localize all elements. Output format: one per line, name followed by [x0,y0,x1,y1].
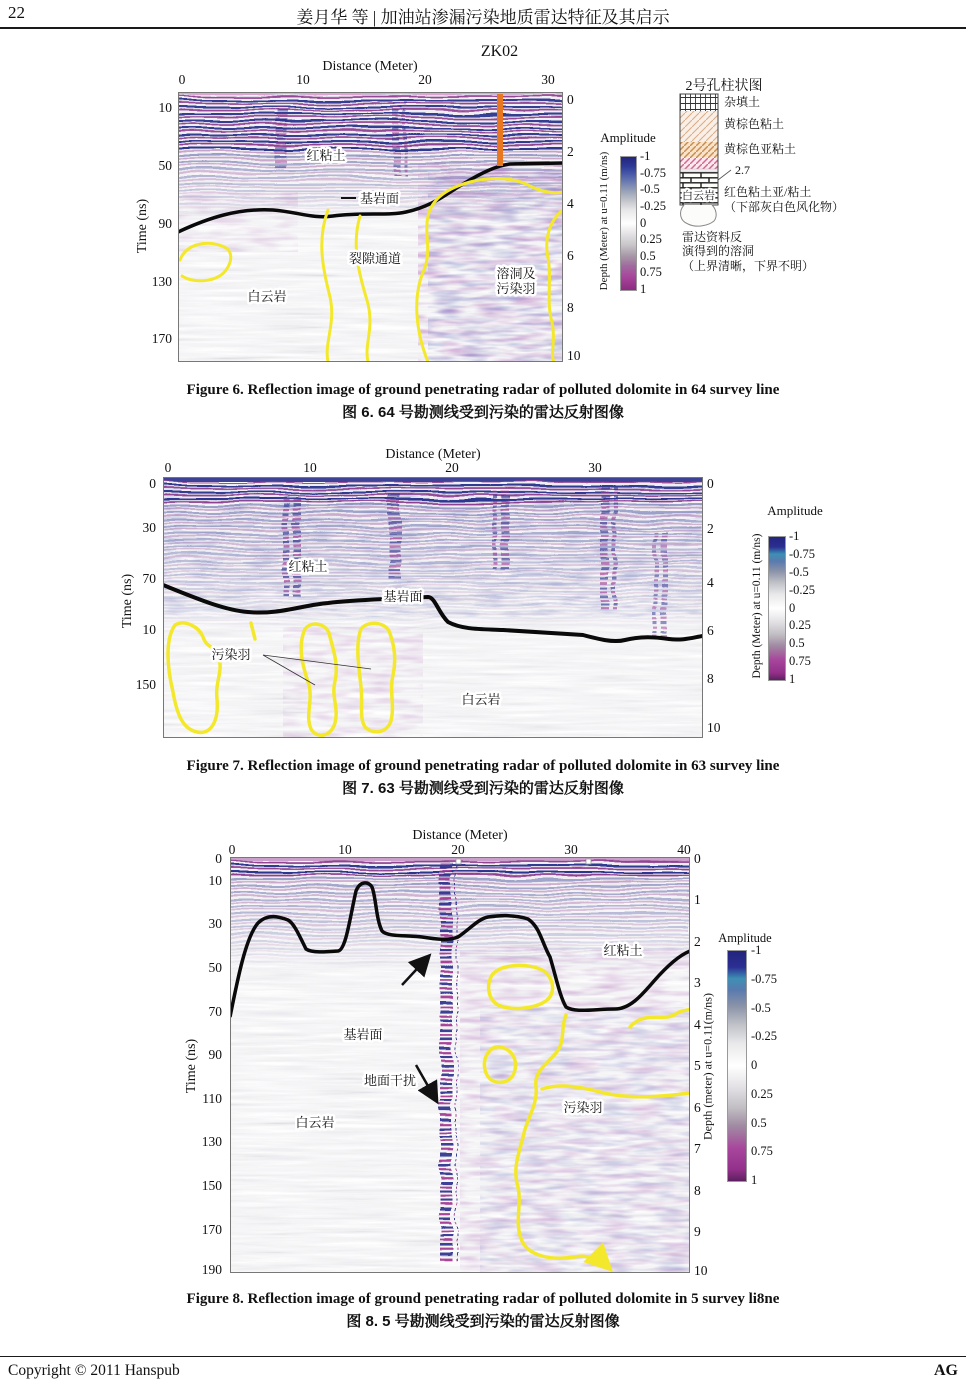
fig7-x-tick: 30 [588,460,602,475]
fig7-xaxis-label: Distance (Meter) [385,447,481,462]
colorbar-tick: 0.75 [789,654,811,669]
fig7-time-tick: 150 [135,677,156,692]
fig8-x-tick: 30 [564,842,578,857]
fig8-xaxis-label: Distance (Meter) [412,828,508,843]
fig7-label-plume: 污染羽 [211,647,251,662]
fig8-x-tick: 20 [451,842,465,857]
column-layer-fill [680,94,718,111]
fig8-depth-tick: 1 [694,892,701,907]
fig6-depth-tick: 10 [567,348,581,363]
column-layer-clay [680,111,718,142]
colorbar-tick: 0.5 [640,248,656,263]
reflection-band-strong [178,94,563,150]
colorbar-tick: -0.5 [640,182,660,197]
fig7-colorbar-axis-label: Depth (Meter) at u=0.11 (m/ns) [751,533,763,679]
fig7-colorbar [768,536,786,681]
colorbar-tick: 0.5 [789,636,805,651]
header-title: 姜月华 等 | 加油站渗漏污染地质雷达特征及其启示 [296,8,670,27]
fig6-borehole-label: ZK02 [480,43,519,60]
fig7-radar-image [163,477,703,738]
fig6-time-tick: 50 [158,158,172,173]
colorbar-tick: 0.25 [751,1086,773,1101]
colorbar-tick: 0.75 [640,265,662,280]
fig8-label-plume: 污染羽 [563,1100,603,1115]
column-depth-mark: 2.7 [735,163,750,177]
fig8-time-tick: 50 [208,960,222,975]
fig6-caption-en: Figure 6. Reflection image of ground penetrating radar of polluted dolomite in 64 survey line [186,382,780,398]
fig8-time-tick: 190 [201,1262,222,1277]
column-layer-pink [680,157,718,169]
fig7-time-tick: 10 [142,622,156,637]
colorbar-tick: 0 [751,1058,758,1072]
fig8-x-tick: 40 [677,842,691,857]
fig8-colorbar [727,950,747,1182]
column-layer-subclay [680,142,718,157]
page-number: 22 [8,3,25,22]
fig8-caption-en: Figure 8. Reflection image of ground penetrating radar of polluted dolomite in 5 survey li8ne [186,1291,780,1307]
colorbar-tick: 1 [640,282,647,296]
fig7-x-tick: 20 [445,460,459,475]
colorbar-tick: -0.5 [751,1000,771,1015]
fig6-time-tick: 10 [158,100,172,115]
fig7-label-dolomite: 白云岩 [461,692,501,707]
fig7-caption-en: Figure 7. Reflection image of ground penetrating radar of polluted dolomite in 63 survey line [186,758,780,774]
fig7-depth-tick: 2 [707,521,714,536]
fig7-time-tick: 70 [142,571,156,586]
fig6-time-tick: 130 [151,274,172,289]
fig8-time-tick: 110 [202,1091,222,1106]
fig8-colorbar-title: Amplitude [718,931,772,945]
fig8-yaxis-label: Time (ns) [184,1038,199,1094]
fig8-radar-image [230,857,690,1273]
fig8-time-tick: 170 [201,1222,222,1237]
fig8-caption-zh: 图 8. 5 号勘测线受到污染的雷达反射图像 [346,1313,620,1330]
colorbar-tick: 0.25 [789,618,811,633]
fig6-colorbar [620,156,637,291]
fig6-x-tick: 10 [296,72,310,87]
fig6-label-fissure: 裂隙通道 [348,251,402,266]
fig6-time-tick: 90 [158,216,172,231]
header-rule [0,27,966,29]
column-label-redclay-2: （下部灰白色风化物） [724,200,845,214]
fig8-label-dolomite: 白云岩 [295,1115,335,1130]
cave-blob-outline [681,205,717,226]
fig6-depth-tick: 6 [567,248,574,263]
fig8-x-tick: 0 [228,842,236,857]
footer-journal-abbrev: AG [934,1362,958,1379]
depth-mark-leader [718,170,731,180]
column-rock-label: 白云岩 [682,190,715,202]
colorbar-tick: 0.5 [751,1115,767,1130]
survey-marker [586,859,591,864]
colorbar-tick: 0 [789,600,796,615]
fig7-time-tick: 0 [149,476,156,491]
colorbar-tick: -0.75 [751,971,778,986]
fig8-depth-tick: 7 [694,1141,701,1156]
fig8-label-red-clay: 红粘土 [603,943,643,958]
vertical-streak [273,107,287,169]
colorbar-tick: 0 [640,215,647,230]
fig6-label-cave-2: 污染羽 [496,281,536,296]
speckle-plume [283,627,423,738]
fig7-time-tick: 30 [142,520,156,535]
fig8-depth-tick: 2 [694,934,701,949]
fig8-label-interference: 地面干扰 [363,1073,417,1088]
fig6-caption-zh: 图 6. 64 号勘测线受到污染的雷达反射图像 [342,404,624,421]
colorbar-tick: 1 [789,672,796,686]
column-label-fill: 杂填土 [724,95,761,109]
column-note-2: 演得到的溶洞 [682,244,755,258]
fig6-label-red-clay: 红粘土 [306,148,346,163]
fig8-depth-tick: 9 [694,1224,701,1239]
fig6-label-cave-1: 溶洞及 [496,266,536,281]
vertical-streak [393,102,407,174]
fig6-column-title: 2号孔柱状图 [685,79,763,94]
fig8-colorbar-ticks [751,943,795,1187]
footer-copyright: Copyright © 2011 Hanspub [8,1362,180,1379]
colorbar-tick: -0.25 [751,1029,778,1044]
colorbar-tick: -0.25 [640,198,667,213]
fig7-colorbar-title: Amplitude [767,503,823,518]
colorbar-tick: -0.75 [789,546,816,561]
fig6-label-bedrock: 基岩面 [360,191,400,206]
fig6-colorbar-axis-label: Depth (Meter) at u=0.11 (m/ns) [598,151,610,291]
column-label-redclay-1: 红色粘土亚/粘土 [724,185,812,199]
fig7-label-red-clay: 红粘土 [288,559,328,574]
colorbar-tick: -1 [751,943,762,957]
fig8-depth-tick: 3 [694,975,701,990]
fig8-time-tick: 0 [215,851,222,866]
fig8-time-tick: 150 [201,1178,222,1193]
fig8-depth-tick: 6 [694,1100,701,1115]
fig8-depth-tick: 5 [694,1058,701,1073]
fig8-depth-tick: 8 [694,1183,701,1198]
fig6-colorbar-title: Amplitude [600,130,656,145]
fig8-depth-tick: 10 [694,1263,708,1278]
fig7-depth-tick: 10 [707,720,721,735]
column-label-clay: 黄棕色粘土 [724,117,785,131]
fig7-yaxis-label: Time (ns) [120,573,135,629]
fig6-x-tick: 0 [178,72,186,87]
colorbar-tick: -0.75 [640,165,667,180]
fig7-depth-tick: 0 [707,476,714,491]
fig6-depth-tick: 4 [567,196,574,211]
fig8-depth-tick: 0 [694,851,701,866]
fig8-depth-tick: 4 [694,1017,701,1032]
fig6-yaxis-label: Time (ns) [135,198,150,254]
colorbar-tick: 0.25 [640,232,662,247]
fig7-colorbar-ticks [789,529,833,686]
fig8-time-tick: 70 [208,1004,222,1019]
fig6-xaxis-label: Distance (Meter) [322,59,418,74]
fig6-borehole-column [678,92,964,274]
fig7-x-tick: 0 [164,460,172,475]
pollution-speckle-navy [480,1007,690,1273]
fig7-x-tick: 10 [303,460,317,475]
fig7-label-bedrock: 基岩面 [383,589,423,604]
fig7-caption-zh: 图 7. 63 号勘测线受到污染的雷达反射图像 [342,780,624,797]
survey-marker [456,859,461,864]
footer-rule [0,1356,966,1357]
colorbar-tick: 0.75 [751,1144,773,1159]
fig8-time-tick: 10 [208,873,222,888]
colorbar-tick: -0.5 [789,564,809,579]
interference-streak-column [437,863,457,1261]
fig8-x-tick: 10 [338,842,352,857]
fig6-colorbar-ticks [640,149,682,296]
fig7-depth-tick: 4 [707,575,714,590]
fig6-label-dolomite: 白云岩 [247,289,287,304]
speckle-left [178,192,298,252]
colorbar-tick: -0.25 [789,582,816,597]
column-note-1: 雷达资料反 [682,230,743,244]
column-label-subclay: 黄棕色亚粘土 [724,142,797,156]
colorbar-tick: -1 [789,529,800,543]
fig7-depth-tick: 6 [707,623,714,638]
fig8-time-tick: 90 [208,1047,222,1062]
fig6-time-tick: 170 [151,331,172,346]
fig7-depth-tick: 8 [707,671,714,686]
fig6-depth-tick: 8 [567,300,574,315]
fig6-depth-tick: 2 [567,144,574,159]
fig6-x-tick: 20 [418,72,432,87]
borehole-marker-bar [497,94,503,166]
fig6-x-tick: 30 [541,72,555,87]
colorbar-tick: -1 [640,149,651,163]
fig6-radar-image [178,92,563,362]
fig8-time-tick: 130 [201,1134,222,1149]
column-note-3: （上界清晰，下界不明） [682,259,815,273]
fig8-colorbar-axis-label: Depth (meter) at u=0.11(m/ns) [700,993,715,1140]
colorbar-tick: 1 [751,1173,758,1187]
fig6-depth-tick: 0 [567,92,574,107]
column-thin-band [680,169,718,172]
fig8-label-bedrock: 基岩面 [343,1027,383,1042]
fig8-time-tick: 30 [208,916,222,931]
